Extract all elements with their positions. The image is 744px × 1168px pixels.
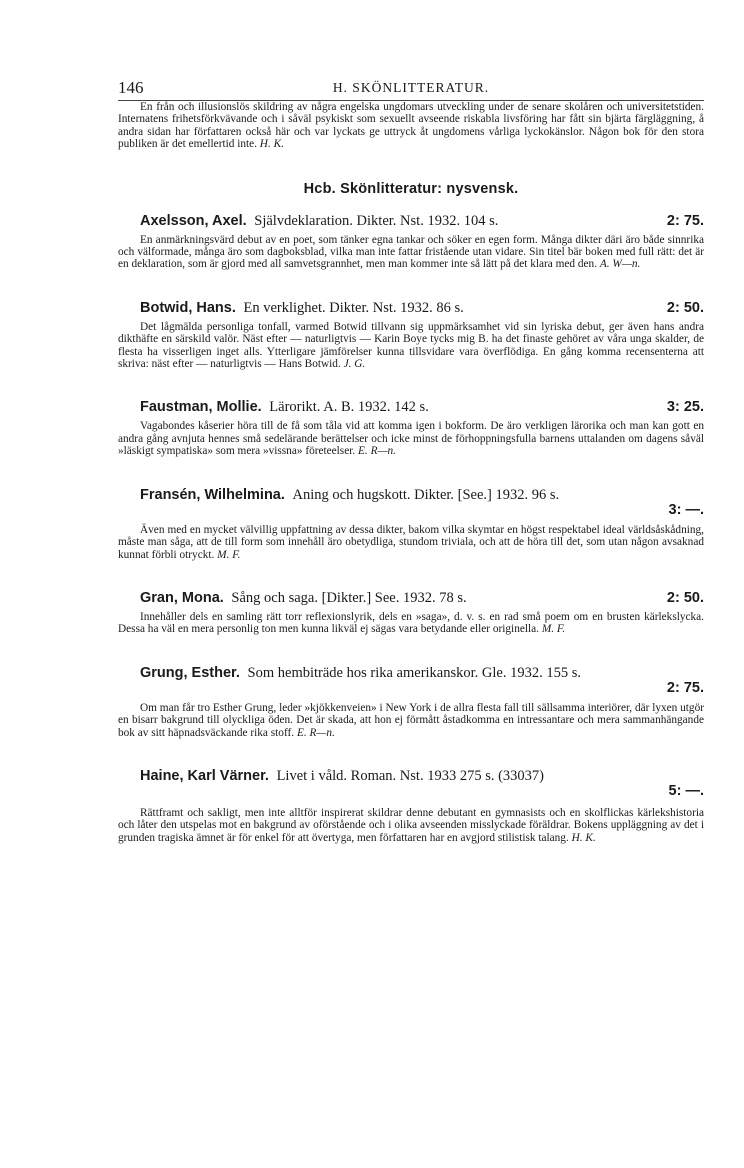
entry-price: 3: 25. <box>666 399 704 416</box>
intro-text: En från och illusionslös skildring av några engelska ungdomars utveckling under de senare skolåren och universitetstiden. Internatens frihetsförkvävande och i såväl psykiskt som sexuellt avseende riskabla livsföring har fått sin bjärta färgläggning, å andra sidan har författaren också här och var lyckats ge uttryck åt ungdomens vårliga lyckokänslor. Någon bok för den stora publiken är det emellertid inte. <box>118 101 704 151</box>
entry-review-text: Om man får tro Esther Grung, leder »kjökkenveien» i New York i de allra flesta fall till sällsamma interiörer, där lyxen utgör en bisarr bakgrund till olyckliga öden. Det är skada, att hon ej förmått åstadkomma en intressantare och mera sammanhängande bok av sitt häpnadsväckande rika stoff. <box>118 701 704 739</box>
entry-author: Grung, Esther. <box>140 664 240 681</box>
entry-author: Axelsson, Axel. <box>140 212 247 229</box>
entry-review-text: Även med en mycket välvillig uppfattning av dessa dikter, bakom vilka skymtar en högst respektabel ideal världsåskådning, måste man såga, att de till form som innehåll äro obetydliga, stundom triviala, och att de höra till det, som utan någon avsaknad kunnat förbli otryckt. <box>118 523 704 561</box>
entry-review <box>118 524 704 561</box>
entry-price: 5: —. <box>668 782 704 799</box>
entry-details: Som hembiträde hos rika amerikanskor. Gle. 1932. 155 s. <box>247 664 581 681</box>
entry-signature: M. F. <box>217 548 241 561</box>
entry-head <box>118 768 704 784</box>
entry-details: Sång och saga. [Dikter.] See. 1932. 78 s. <box>231 589 467 606</box>
entry-haine <box>118 768 704 844</box>
entry-review <box>118 234 704 271</box>
entry-signature: E. R—n. <box>358 445 396 458</box>
entry-review <box>118 321 704 371</box>
entry-review-text: Det lågmälda personliga tonfall, varmed Botwid tillvann sig uppmärksamhet vid sin lyriska debut, ger även hans andra dikthäfte en särskild valör. Näst efter — naturligtvis — Karin Boye tycks mig B. ha det finaste gehöret av våra unga skalder, de flesta ha visserligen inget alls. Ytterligare jämförelser kunna tillsvidare vara överflödiga. En gång komma recensenterna att skriva: näst efter — naturligtvis — Hans Botwid. <box>118 320 704 371</box>
entry-head <box>118 665 704 681</box>
entry-signature: E. R—n. <box>296 726 335 739</box>
entry-price-line <box>118 784 704 799</box>
entry-author: Botwid, Hans. <box>140 299 236 316</box>
entry-signature: J. G. <box>343 358 366 371</box>
entry-head <box>118 590 704 606</box>
entry-price-line <box>118 681 704 696</box>
entry-price: 3: —. <box>668 501 704 518</box>
entry-review-text: Vagabondes kåserier höra till de få som tåla vid att komma igen i bokform. De äro verkligen lärorika och man kan gott en andra gång avnjuta hennes små sedelärande berättelser och icke minst de förhoppningsfulla barnens uttalanden om dagens såväl »läskigt sympatiska» som mera »vissna» företeelser. <box>118 420 704 458</box>
entry-axelsson <box>118 213 704 271</box>
entry-details: Aning och hugskott. Dikter. [See.] 1932. 96 s. <box>292 486 560 503</box>
entry-author: Faustman, Mollie. <box>140 399 262 416</box>
entry-gran <box>118 590 704 636</box>
entry-signature: M. F. <box>541 623 566 636</box>
entry-author: Haine, Karl Värner. <box>140 767 269 784</box>
page-number: 146 <box>118 78 144 97</box>
entry-head <box>118 399 704 415</box>
entry-price: 2: 50. <box>666 589 704 606</box>
entry-fransen <box>118 487 704 561</box>
entry-author: Gran, Mona. <box>140 589 224 606</box>
entry-head <box>118 213 704 229</box>
section-title: Hcb. Skönlitteratur: nysvensk. <box>303 180 519 197</box>
document-page <box>118 78 704 844</box>
running-head: H. SKÖNLITTERATUR. <box>332 80 490 95</box>
entry-review-text: Rättframt och sakligt, men inte alltför inspirerat skildrar denne debutant en gymnasists och en skolflickas kärlekshistoria och låter den utspelas mot en bakgrund av oförstående och i olika avseenden misslyckade föräldrar. Bokens uppläggning av det i grunden tragiska ämnet är för enkel för att övertyga, men författaren har en avgjord stilistisk talang. <box>118 806 704 844</box>
entry-botwid <box>118 300 704 371</box>
entry-faustman <box>118 399 704 457</box>
entry-signature: H. K. <box>571 831 596 844</box>
page-header <box>118 78 704 101</box>
entry-price: 2: 75. <box>666 212 704 229</box>
intro-signature: H. K. <box>259 138 284 151</box>
entry-details: Lärorikt. A. B. 1932. 142 s. <box>269 399 429 416</box>
entry-details: Livet i våld. Roman. Nst. 1933 275 s. (33037) <box>276 767 544 784</box>
entry-review <box>118 702 704 739</box>
entry-review-text: Innehåller dels en samling rätt torr reflexionslyrik, dels en »saga», d. v. s. en rad små poem om en brusten kärlekslycka. Dessa ha väl en mera personlig ton men kunna likväl ej sägas vara betydande eller originella. <box>118 610 704 636</box>
entry-price: 2: 50. <box>666 299 704 316</box>
entry-details: Självdeklaration. Dikter. Nst. 1932. 104 s. <box>254 212 499 229</box>
entry-head <box>118 300 704 316</box>
entry-head <box>118 487 704 503</box>
entry-review-text: En anmärkningsvärd debut av en poet, som tänker egna tankar och söker en egen form. Många dikter däri äro både sinnrika och välformade, många äro som dagboksblad, vilka man inte fattar fristående utan vidare. Sin titel bär boken med full rätt: det är en deklaration, som är gjord med all samvetsgrannhet, men man kommer inte så lätt på det klara med den. <box>118 233 704 271</box>
entry-review <box>118 420 704 457</box>
entry-review <box>118 611 704 636</box>
entry-signature: A. W—n. <box>599 258 641 271</box>
entry-price-line <box>118 503 704 518</box>
entry-price: 2: 75. <box>666 679 704 696</box>
entry-grung <box>118 665 704 739</box>
intro-paragraph <box>118 101 704 151</box>
entry-author: Fransén, Wilhelmina. <box>140 486 285 503</box>
entry-details: En verklighet. Dikter. Nst. 1932. 86 s. <box>243 299 464 316</box>
entry-review <box>118 807 704 844</box>
